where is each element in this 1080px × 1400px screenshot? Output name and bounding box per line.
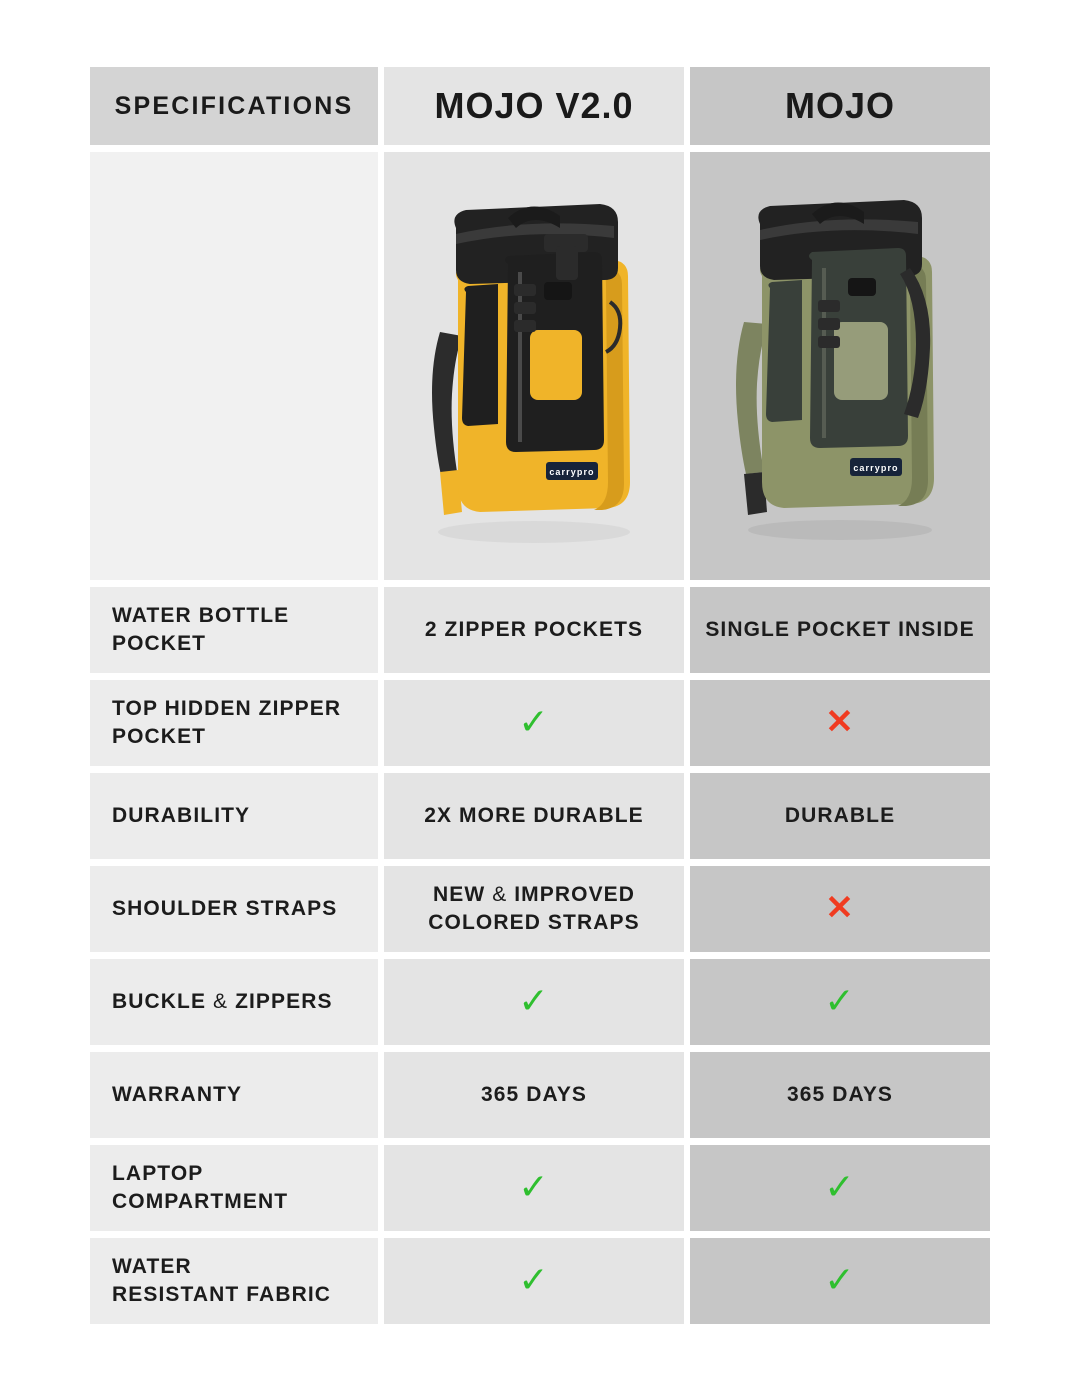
row-label-line1: WATER bbox=[112, 1254, 192, 1278]
cell-mojo-durability: DURABLE bbox=[690, 773, 990, 859]
check-icon: ✓ bbox=[518, 1165, 550, 1207]
cell-mojo-top-hidden-zipper-pocket bbox=[690, 680, 990, 766]
check-icon: ✓ bbox=[518, 979, 550, 1021]
row-label-buckle-zippers bbox=[90, 959, 378, 1045]
header-mojo-v2: MOJO V2.0 bbox=[384, 67, 684, 145]
cell-v2-water-bottle-pocket: 2 ZIPPER POCKETS bbox=[384, 587, 684, 673]
mojo-v2-backpack-illustration bbox=[404, 172, 664, 552]
row-label-water-bottle-pocket bbox=[90, 587, 378, 673]
row-label-top-hidden-zipper-pocket bbox=[90, 680, 378, 766]
cell-mojo-warranty: 365 DAYS bbox=[690, 1052, 990, 1138]
row-label-buckle: BUCKLE bbox=[112, 989, 214, 1013]
cell-v2-durability: 2X MORE DURABLE bbox=[384, 773, 684, 859]
table-row bbox=[90, 587, 990, 673]
cell-text-new: NEW bbox=[432, 882, 493, 906]
row-label-line2: COMPARTMENT bbox=[112, 1190, 289, 1213]
cross-icon: ✕ bbox=[825, 702, 855, 741]
row-label-shoulder-straps: SHOULDER STRAPS bbox=[90, 866, 378, 952]
cell-v2-warranty: 365 DAYS bbox=[384, 1052, 684, 1138]
cell-text-improved: IMPROVED bbox=[507, 882, 636, 906]
cell-mojo-shoulder-straps bbox=[690, 866, 990, 952]
svg-text:carrypro: carrypro bbox=[549, 466, 595, 477]
row-label-line2: RESISTANT FABRIC bbox=[112, 1283, 332, 1306]
table-row bbox=[90, 866, 990, 952]
check-icon: ✓ bbox=[518, 1258, 550, 1300]
row-label-line1: WATER BOTTLE bbox=[112, 603, 290, 627]
cell-mojo-laptop-compartment bbox=[690, 1145, 990, 1231]
check-icon: ✓ bbox=[824, 979, 856, 1021]
comparison-table bbox=[84, 60, 996, 1331]
row-label-line2: POCKET bbox=[112, 632, 207, 655]
cross-icon: ✕ bbox=[825, 888, 855, 927]
table-row bbox=[90, 1145, 990, 1231]
cell-v2-top-hidden-zipper-pocket bbox=[384, 680, 684, 766]
check-icon: ✓ bbox=[824, 1258, 856, 1300]
table-row bbox=[90, 773, 990, 859]
check-icon: ✓ bbox=[824, 1165, 856, 1207]
row-label-line2: POCKET bbox=[112, 725, 207, 748]
cell-v2-laptop-compartment bbox=[384, 1145, 684, 1231]
table-row bbox=[90, 1238, 990, 1324]
row-label-warranty: WARRANTY bbox=[90, 1052, 378, 1138]
mojo-backpack-illustration bbox=[710, 172, 970, 552]
cell-line1 bbox=[385, 881, 683, 909]
table-row bbox=[90, 1052, 990, 1138]
row-label-laptop-compartment bbox=[90, 1145, 378, 1231]
table-row bbox=[90, 959, 990, 1045]
cell-v2-water-resistant-fabric bbox=[384, 1238, 684, 1324]
cell-mojo-water-bottle-pocket: SINGLE POCKET INSIDE bbox=[690, 587, 990, 673]
cell-v2-buckle-zippers bbox=[384, 959, 684, 1045]
svg-text:carrypro: carrypro bbox=[853, 462, 899, 473]
image-cell-mojo-v2 bbox=[384, 152, 684, 580]
header-specifications: SPECIFICATIONS bbox=[90, 67, 378, 145]
row-label-durability: DURABILITY bbox=[90, 773, 378, 859]
row-label-water-resistant-fabric bbox=[90, 1238, 378, 1324]
row-label-line1: LAPTOP bbox=[112, 1161, 204, 1185]
table-header-row bbox=[90, 67, 990, 145]
header-mojo: MOJO bbox=[690, 67, 990, 145]
table-row bbox=[90, 680, 990, 766]
cell-mojo-water-resistant-fabric bbox=[690, 1238, 990, 1324]
ampersand: & bbox=[492, 882, 508, 906]
cell-mojo-buckle-zippers bbox=[690, 959, 990, 1045]
row-label-zippers: ZIPPERS bbox=[228, 989, 333, 1013]
image-cell-mojo bbox=[690, 152, 990, 580]
product-image-row bbox=[90, 152, 990, 580]
cell-line2: COLORED STRAPS bbox=[428, 911, 640, 934]
image-cell-empty bbox=[90, 152, 378, 580]
ampersand: & bbox=[213, 989, 229, 1013]
cell-v2-shoulder-straps bbox=[384, 866, 684, 952]
row-label-line1: TOP HIDDEN ZIPPER bbox=[112, 696, 342, 720]
check-icon: ✓ bbox=[518, 700, 550, 742]
